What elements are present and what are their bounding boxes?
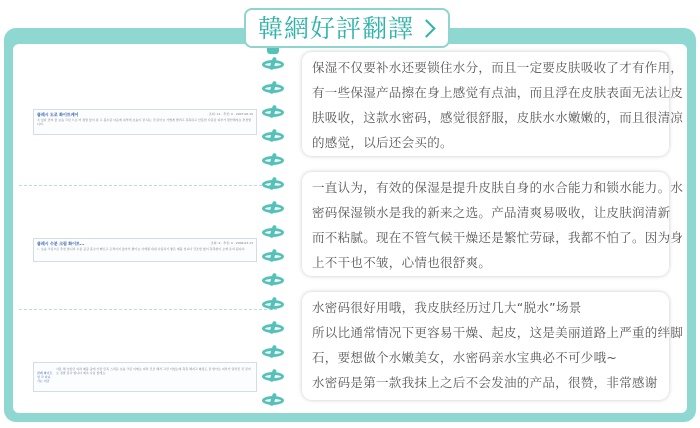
translation-card-3 [302, 292, 684, 400]
spiral-ring [262, 348, 284, 357]
translation-line: 上不干也不皱，心情也很舒爽。 [312, 255, 492, 270]
section-title: 韓網好評翻譯 [258, 13, 415, 43]
spiral-ring [262, 300, 284, 309]
review-screenshot-1 [33, 109, 257, 135]
translation-line: 有一些保湿产品擦在身上感觉有点油，而且浮在皮肤表面无法让皮 [312, 85, 684, 100]
row-divider [19, 309, 277, 310]
translation-line: 的感觉，以后还会买的。 [312, 135, 453, 150]
review-thumb-body: 사용 해 보았던 여러 제품 중에 가장 만족 스러운 보습 크림 이에요 피부 건조 해서 고민 이었는데 촉촉 해지고 화장도 잘 받아요 피부가 달라진 것 같아요 정말 감사 합니다 계속 사용 할게요. [56, 367, 251, 375]
translation-line: 肤吸收，这款水密码，感觉很舒服，皮肤水水嫩嫩的，而且很清凉 [312, 110, 684, 125]
spiral-ring [262, 60, 284, 69]
review-screenshot-3 [33, 362, 257, 392]
spiral-ring [262, 108, 284, 117]
spiral-binding [258, 46, 290, 416]
review-thumb-meta: · 조회: 9 · 추천: 0 · 2006.03.13 [208, 241, 253, 245]
translation-line: 水密码很好用哦，我皮肤经历过几大“脱水”场景 [312, 300, 582, 315]
review-row-3 [19, 312, 277, 413]
review-thumb-meta: · 조회: 11 · 추천: 0 · 2007.06.10 [206, 112, 253, 116]
translation-card-2 [302, 172, 684, 276]
spiral-ring [262, 180, 284, 189]
spiral-ring [262, 84, 284, 93]
review-thumb-title: 클레시 수분 크림 화이트... [37, 241, 85, 246]
spiral-ring [262, 252, 284, 261]
spiral-ring [262, 324, 284, 333]
spiral-ring [262, 156, 284, 165]
review-thumb-title: 클레시 도로 화이트케어 [37, 112, 79, 117]
spiral-ring [262, 396, 284, 405]
translation-line: 保湿不仅要补水还要锁住水分，而且一定要皮肤吸收了才有作用， [312, 60, 684, 75]
review-row-2 [19, 186, 277, 298]
translation-line: 一直认为，有效的保湿是提升皮肤自身的水合能力和锁水能力。水 [312, 180, 684, 195]
spiral-ring [262, 276, 284, 285]
translation-line: 所以比通常情况下更容易干燥、起皮，这是美丽道路上严重的绊脚 [312, 325, 684, 340]
translation-line: 而不粘腻。现在不管气候干燥还是繁忙劳碌，我都不怕了。因为身 [312, 230, 684, 245]
review-screenshot-2 [33, 238, 257, 262]
translation-line: 石，要想做个水嫩美女，水密码亲水宝典必不可少哦~ [312, 350, 618, 365]
translation-line: 密码保湿锁水是我的新来之选。产品清爽易吸收，让皮肤润清新 [312, 205, 671, 220]
review-thumb-body: 수 있다 먼저 물 보습 크림 으로 마 정말 물이 살 고 흡수된 다음에 피부에 보습이 잘 되는 것 같아요 가볍게 발리고 촉촉하고 산뜻한 사용감 피부가 편안해져요 추천합니다. [37, 118, 252, 126]
review-row-1 [19, 58, 277, 170]
spiral-ring [262, 372, 284, 381]
translation-card-1 [302, 52, 684, 156]
translation-line: 水密码是第一款我抹上之后不会发油的产品，很赞，非常感谢 [312, 375, 658, 390]
section-title-tag [244, 8, 450, 48]
spiral-ring [262, 132, 284, 141]
spiral-ring [262, 204, 284, 213]
review-thumb-body: ㄴ 보습 크림으로 추천 합니다 수분 공급 흡수가 빠르고 끈적이지 않아서 좋아요 사계절 내내 사용하기 좋은 제품 입니다 건조함 없이 촉촉함이 오래 유지 됩니다. [37, 247, 246, 251]
spiral-ring [262, 228, 284, 237]
review-thumb-side: 클레 화이트닝 크 다니 기는 지금 [37, 371, 53, 383]
chevron-right-icon [417, 19, 435, 37]
